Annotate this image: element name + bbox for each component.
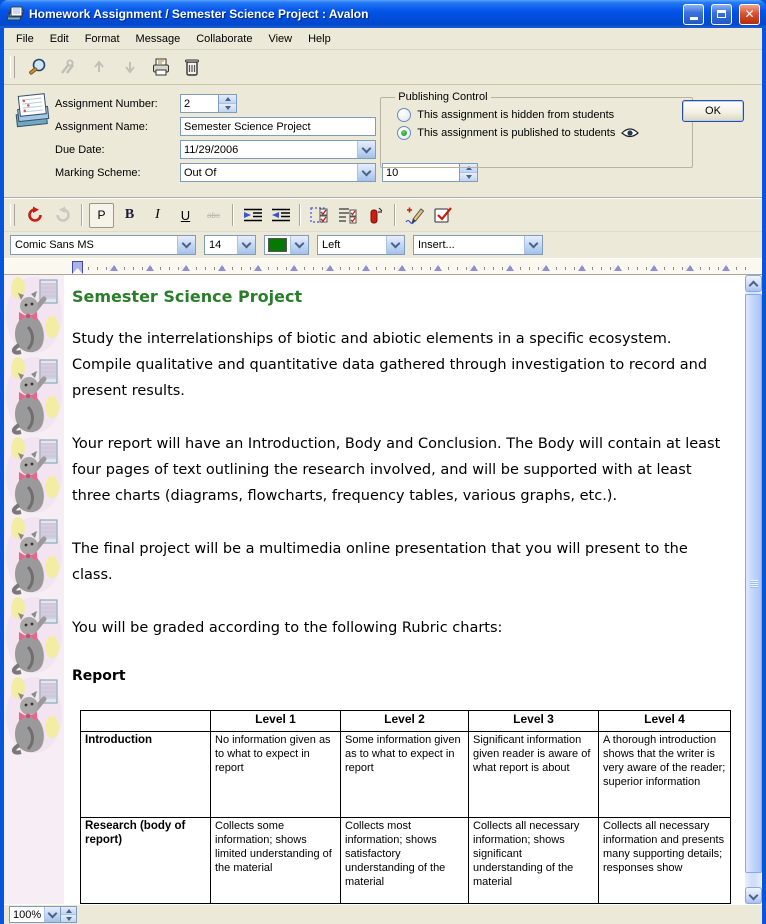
assignment-name-field[interactable]: Semester Science Project: [180, 117, 376, 136]
maximize-button[interactable]: [711, 4, 732, 25]
rubric-cell: No information given as to what to expect in report: [211, 732, 341, 818]
stationery-strip: [4, 275, 64, 904]
font-color-dropdown-arrow-icon[interactable]: [290, 236, 308, 254]
assignment-name-label: Assignment Name:: [55, 121, 148, 133]
menu-format[interactable]: Format: [84, 32, 120, 45]
document-body[interactable]: [64, 275, 745, 904]
list-check-icon[interactable]: [335, 203, 360, 228]
scrollbar-thumb[interactable]: [745, 294, 762, 873]
marker-icon[interactable]: [363, 203, 388, 228]
assignment-form: [4, 85, 762, 199]
insert-dropdown-arrow-icon[interactable]: [524, 236, 542, 254]
paragraph-style-button[interactable]: P: [89, 203, 114, 228]
scrollbar-grip-icon: [750, 580, 758, 588]
title-bar: [0, 0, 766, 28]
scroll-down-icon[interactable]: [745, 887, 762, 904]
minimize-icon: [690, 17, 698, 20]
menu-file[interactable]: File: [16, 32, 34, 45]
hidden-radio-label: This assignment is hidden from students: [417, 108, 615, 121]
eye-icon: [621, 127, 639, 139]
alignment-dropdown[interactable]: Left: [317, 235, 405, 255]
alignment-dropdown-arrow-icon[interactable]: [386, 236, 404, 254]
doc-subheading: Report: [72, 668, 126, 684]
due-date-dropdown-arrow-icon[interactable]: [357, 141, 375, 158]
spellcheck-icon[interactable]: [430, 203, 455, 228]
stationery-cat-icon: [4, 675, 64, 755]
zoom-control[interactable]: [9, 906, 77, 923]
editor-toolbar: [4, 199, 762, 232]
close-button[interactable]: [739, 4, 760, 25]
published-radio-label: This assignment is published to students: [417, 126, 616, 139]
hidden-option-row[interactable]: [389, 107, 683, 125]
undo-icon[interactable]: [22, 203, 47, 228]
menu-edit[interactable]: Edit: [49, 32, 69, 45]
underline-button[interactable]: U: [180, 207, 191, 223]
hidden-radio[interactable]: [397, 108, 411, 122]
remove-format-icon: abc: [207, 210, 220, 220]
due-date-dropdown[interactable]: 11/29/2006: [180, 140, 376, 159]
rubric-header-row: [81, 711, 731, 732]
rubric-cell: A thorough introduction shows that the writer is very aware of the reader; superior information: [599, 732, 731, 818]
rubric-header-level2: Level 2: [341, 711, 469, 732]
stationery-cat-icon: [4, 515, 64, 595]
published-radio[interactable]: [397, 126, 411, 140]
nav-up-icon: [85, 54, 112, 81]
rubric-row-research: [81, 818, 731, 904]
menu-message[interactable]: Message: [135, 32, 181, 45]
window-title: Homework Assignment / Semester Science Project : Avalon: [29, 7, 369, 21]
ok-button[interactable]: OK: [682, 100, 744, 122]
marking-scheme-dropdown[interactable]: Out Of: [180, 163, 376, 182]
marking-scheme-label: Marking Scheme:: [55, 167, 141, 179]
menu-collaborate[interactable]: Collaborate: [196, 32, 253, 45]
add-annotation-icon[interactable]: [402, 203, 427, 228]
assignment-number-stepper[interactable]: 2: [180, 94, 237, 113]
assignment-stack-icon: [12, 91, 54, 133]
rubric-row-introduction: [81, 732, 731, 818]
doc-paragraph-1: Study the interrelationships of biotic and abiotic elements in a specific ecosystem. Compile qualitative and quantitative data gathered through investigation to record and present results.: [72, 331, 708, 399]
stationery-cat-icon: [4, 275, 64, 355]
due-date-label: Due Date:: [55, 144, 105, 156]
font-name-dropdown-arrow-icon[interactable]: [177, 236, 195, 254]
close-icon: ✕: [744, 7, 755, 21]
insert-dropdown[interactable]: Insert...: [413, 235, 543, 255]
publishing-control-group: [380, 91, 693, 168]
app-icon: [6, 6, 24, 22]
ruler[interactable]: [4, 258, 762, 275]
zoom-icon[interactable]: [23, 54, 50, 81]
tools-icon: [54, 54, 81, 81]
marking-scheme-dropdown-arrow-icon[interactable]: [357, 164, 375, 181]
menu-bar: [4, 28, 762, 50]
toolbar-grip[interactable]: [10, 56, 15, 78]
indent-marker-icon[interactable]: [72, 261, 83, 274]
marking-scheme-points-stepper[interactable]: 10: [382, 163, 478, 182]
status-bar: [4, 904, 762, 924]
doc-paragraph-3: The final project will be a multimedia online presentation that you will present to the class.: [72, 541, 688, 583]
font-size-dropdown-arrow-icon[interactable]: [237, 236, 255, 254]
assignment-number-label: Assignment Number:: [55, 98, 158, 110]
minimize-button[interactable]: [683, 4, 704, 25]
delete-icon[interactable]: [178, 54, 205, 81]
indent-icon[interactable]: [240, 203, 265, 228]
scroll-up-icon[interactable]: [745, 275, 762, 292]
rubric-row-label: Introduction: [81, 732, 211, 818]
vertical-scrollbar[interactable]: [745, 275, 762, 904]
font-color-dropdown[interactable]: [264, 235, 309, 255]
rubric-cell: Some information given as to what to expect in report: [341, 732, 469, 818]
bold-button[interactable]: B: [124, 207, 135, 222]
print-icon[interactable]: [147, 54, 174, 81]
document-area: [4, 275, 762, 904]
rubric-cell: Collects all necessary information and presents many supporting details; responses show: [599, 818, 731, 904]
doc-paragraph-4: You will be graded according to the following Rubric charts:: [72, 620, 503, 636]
checkbox-select-icon[interactable]: [307, 203, 332, 228]
rubric-header-level4: Level 4: [599, 711, 731, 732]
font-size-dropdown[interactable]: 14: [204, 235, 256, 255]
outdent-icon[interactable]: [268, 203, 293, 228]
rubric-cell: Significant information given reader is aware of what report is about: [469, 732, 599, 818]
rubric-header-empty: [81, 711, 211, 732]
nav-down-icon: [116, 54, 143, 81]
main-toolbar: [4, 50, 762, 85]
rubric-cell: Collects all necessary information; shows significant understanding of the material: [469, 818, 599, 904]
maximize-icon: [717, 10, 726, 18]
stationery-cat-icon: [4, 355, 64, 435]
doc-paragraph-2: Your report will have an Introduction, Body and Conclusion. The Body will contain at least four pages of text outlining the research involved, and will be supported with at least three charts (diagrams, flowcharts, frequency tables, various graphs, etc.).: [72, 436, 721, 504]
stationery-cat-icon: [4, 435, 64, 515]
rubric-cell: Collects some information; shows limited understanding of the material: [211, 818, 341, 904]
rubric-row-label: Research (body of report): [81, 818, 211, 904]
menu-view[interactable]: View: [268, 32, 293, 45]
font-color-swatch: [268, 238, 287, 252]
published-option-row[interactable]: [389, 125, 683, 143]
stationery-cat-icon: [4, 595, 64, 675]
rubric-header-level1: Level 1: [211, 711, 341, 732]
font-name-dropdown[interactable]: Comic Sans MS: [10, 235, 196, 255]
assignment-number-spin-buttons[interactable]: [218, 95, 236, 112]
italic-button[interactable]: I: [155, 207, 160, 222]
editor-toolbar-grip[interactable]: [10, 204, 15, 226]
publishing-control-legend: Publishing Control: [398, 91, 488, 103]
zoom-dropdown-arrow-icon[interactable]: [44, 907, 60, 922]
doc-heading: Semester Science Project: [72, 287, 303, 306]
font-toolbar: [4, 232, 762, 258]
menu-help[interactable]: Help: [308, 32, 331, 45]
scrollbar-track[interactable]: [745, 292, 762, 887]
rubric-header-level3: Level 3: [469, 711, 599, 732]
zoom-spin-buttons[interactable]: [60, 907, 76, 922]
rubric-table: [80, 710, 731, 904]
redo-icon: [50, 203, 75, 228]
rubric-cell: Collects most information; shows satisfactory understanding of the material: [341, 818, 469, 904]
zoom-value: 100%: [13, 908, 42, 921]
